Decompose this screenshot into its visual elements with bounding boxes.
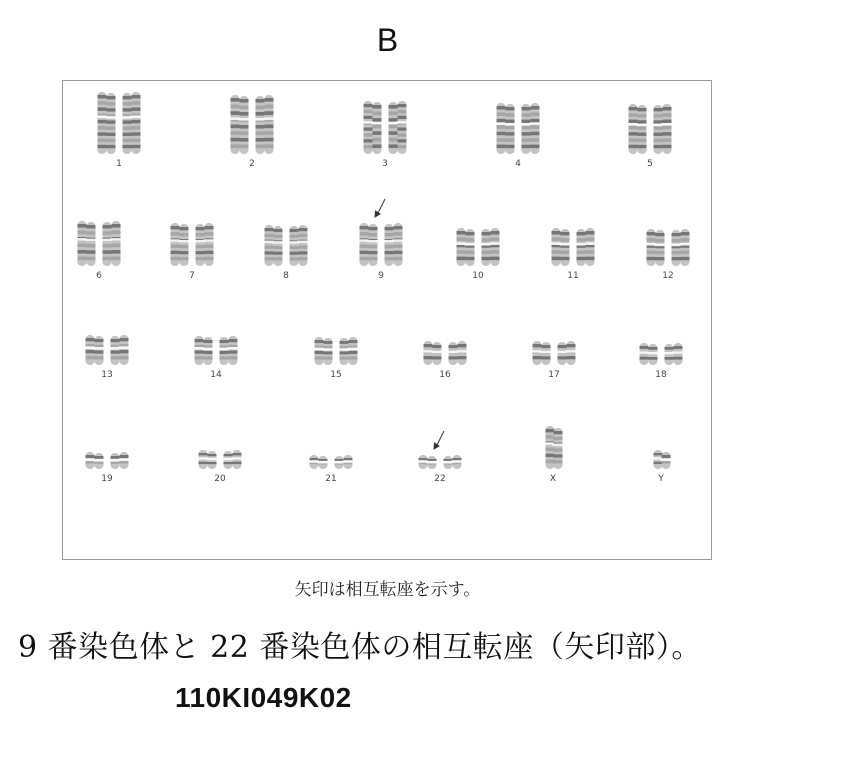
chromosome-label: 17: [548, 370, 560, 380]
chromosome-label: 5: [647, 159, 653, 169]
chromosome-label: 9: [378, 271, 384, 281]
chromosome-1: [97, 92, 142, 169]
chromosome-label: 21: [325, 474, 337, 484]
chromosome-13: [85, 335, 130, 380]
chromosome-label: 4: [515, 159, 521, 169]
chromosome-label: 3: [382, 159, 388, 169]
chromosome-label: 10: [472, 271, 484, 281]
chromosome-11: [551, 228, 596, 281]
figure-caption: 9 番染色体と 22 番染色体の相互転座（矢印部）。: [18, 630, 702, 665]
chromosome-22: [418, 431, 463, 484]
chromosome-label: 18: [655, 370, 667, 380]
chromosome-label: X: [549, 474, 557, 484]
chromosome-label: 1: [116, 159, 122, 169]
karyotype-image: [62, 80, 712, 560]
chromosome-15: [314, 337, 359, 380]
chromosome-label: 2: [249, 159, 255, 169]
chromosome-6: [77, 221, 122, 281]
chromosome-label: 15: [330, 370, 342, 380]
chromosome-label: 13: [101, 370, 113, 380]
chromosome-label: 22: [434, 474, 446, 484]
chromosome-label: 8: [283, 271, 289, 281]
chromosome-label: 20: [214, 474, 226, 484]
chromosome-3: [363, 101, 408, 169]
chromosome-14: [194, 336, 239, 380]
chromosome-19: [85, 452, 130, 484]
chromosome-20: [198, 450, 243, 484]
chromosome-18: [639, 343, 684, 380]
chromosome-label: 14: [210, 370, 222, 380]
chromosome-17: [532, 341, 577, 380]
chromosome-5: [628, 104, 673, 169]
chromosome-label: 16: [439, 370, 451, 380]
panel-label: B: [376, 22, 399, 58]
chromosome-label: 11: [567, 271, 579, 281]
chromosome-y: [653, 450, 672, 484]
chromosome-x: [545, 426, 564, 484]
chromosome-4: [496, 103, 541, 169]
chromosome-12: [646, 229, 691, 281]
chromosome-label: Y: [658, 474, 664, 484]
chromosome-9: [359, 199, 404, 281]
chromosome-10: [456, 228, 501, 281]
chromosome-label: 7: [189, 271, 195, 281]
translocation-arrow-icon: [434, 431, 444, 449]
chromosome-7: [170, 223, 215, 281]
translocation-arrow-icon: [375, 199, 385, 217]
chromosome-21: [309, 455, 354, 484]
chromosome-label: 6: [96, 271, 102, 281]
question-code: 110KI049K02: [175, 682, 352, 713]
karyotype-plate: [63, 81, 711, 559]
chromosome-2: [230, 95, 275, 169]
chromosome-16: [423, 341, 468, 380]
chromosome-label: 12: [662, 271, 674, 281]
chromosome-8: [264, 225, 309, 281]
arrow-legend: 矢印は相互転座を示す。: [294, 580, 481, 600]
chromosome-label: 19: [101, 474, 113, 484]
